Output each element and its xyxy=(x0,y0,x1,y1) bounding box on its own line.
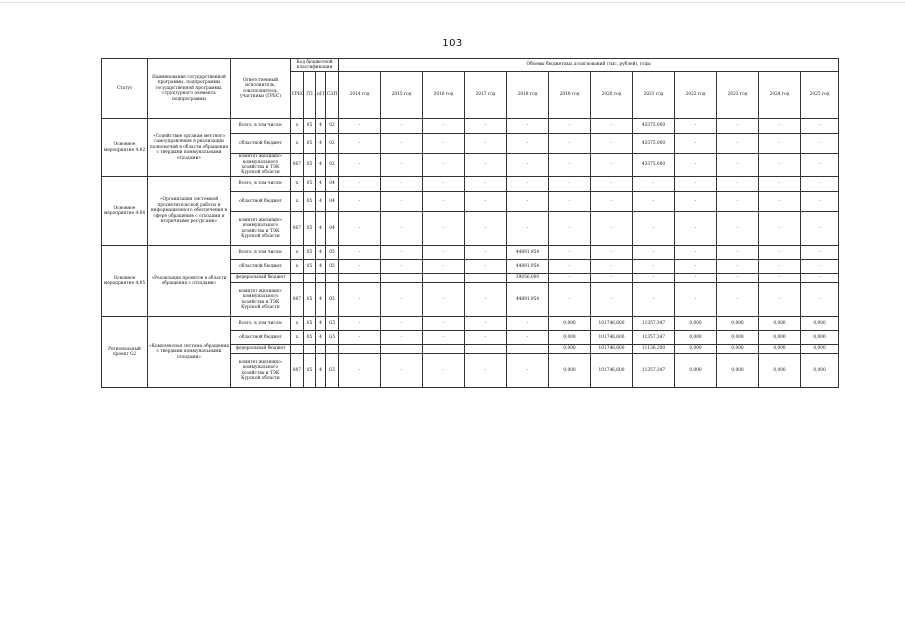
block-name: «Организация системной просветительской работы и информационного обеспечения в сфере обращения с отходами и вторичными ресурсами» xyxy=(148,177,231,246)
row-code-cell: 02 xyxy=(326,119,339,134)
row-code-cell: 05 xyxy=(326,246,339,260)
row-value-cell: 0,000 xyxy=(759,354,801,388)
row-value-cell: 0,000 xyxy=(759,345,801,354)
row-value-cell: 0,000 xyxy=(759,317,801,331)
table-header xyxy=(102,59,839,119)
row-value-cell: - xyxy=(717,192,759,212)
row-value-cell: - xyxy=(759,192,801,212)
row-value-cell: - xyxy=(339,317,381,331)
row-value-cell: - xyxy=(381,192,423,212)
header-code-group: Код бюджетной классификации xyxy=(291,59,339,72)
block-name: «Комплексная система обращения с твердыми коммунальными отходами» xyxy=(148,317,231,388)
row-responsible: комитет жилищно-коммунального хозяйства и ТЭК Курской области xyxy=(231,354,291,388)
row-value-cell: - xyxy=(717,274,759,283)
header-year-col: 2023 год xyxy=(717,72,759,119)
row-value-cell: 101746,600 xyxy=(591,331,633,345)
header-name: Наименование государственной программы, подпрограммы государственной программы, структурного элемента подпрограммы xyxy=(148,59,231,119)
header-year-col: 2025 год xyxy=(801,72,839,119)
row-value-cell: - xyxy=(549,119,591,134)
row-value-cell: - xyxy=(759,274,801,283)
row-value-cell: - xyxy=(423,354,465,388)
row-value-cell: - xyxy=(465,192,507,212)
header-year-col: 2024 год xyxy=(759,72,801,119)
row-value-cell: - xyxy=(507,331,549,345)
row-value-cell: - xyxy=(633,283,675,317)
row-value-cell: - xyxy=(423,260,465,274)
row-value-cell: - xyxy=(591,283,633,317)
row-responsible: комитет жилищно-коммунального хозяйства и ТЭК Курской области xyxy=(231,212,291,246)
header-code-col: ГРБС xyxy=(291,72,304,119)
row-code-cell: 4 xyxy=(316,212,326,246)
row-value-cell: - xyxy=(381,212,423,246)
row-value-cell: - xyxy=(717,177,759,192)
row-code-cell: 4 xyxy=(316,192,326,212)
row-value-cell: - xyxy=(339,119,381,134)
row-value-cell: - xyxy=(381,119,423,134)
row-value-cell: - xyxy=(423,317,465,331)
row-value-cell: - xyxy=(717,119,759,134)
header-year-col: 2014 год xyxy=(339,72,381,119)
row-code-cell: 05 xyxy=(304,246,316,260)
budget-table-container xyxy=(101,58,839,388)
row-value-cell: - xyxy=(339,331,381,345)
block-name: «Реализация проектов в области обращения с отходами» xyxy=(148,246,231,317)
row-value-cell: 0,000 xyxy=(717,317,759,331)
row-value-cell: - xyxy=(549,134,591,154)
row-value-cell: - xyxy=(339,134,381,154)
row-value-cell: - xyxy=(465,246,507,260)
row-value-cell: - xyxy=(423,212,465,246)
row-code-cell xyxy=(326,274,339,283)
row-code-cell: 05 xyxy=(304,260,316,274)
row-value-cell: - xyxy=(339,192,381,212)
row-code-cell xyxy=(326,345,339,354)
row-value-cell: - xyxy=(423,331,465,345)
row-value-cell: - xyxy=(675,154,717,177)
block-status: Основное мероприятие 4.04 xyxy=(102,177,148,246)
row-value-cell xyxy=(339,274,381,283)
row-code-cell: 4 xyxy=(316,119,326,134)
row-value-cell: - xyxy=(717,134,759,154)
row-value-cell: - xyxy=(381,331,423,345)
row-value-cell: - xyxy=(801,119,839,134)
row-value-cell: - xyxy=(549,177,591,192)
row-value-cell: - xyxy=(675,134,717,154)
row-code-cell xyxy=(291,345,304,354)
row-value-cell: - xyxy=(465,212,507,246)
row-value-cell: - xyxy=(759,283,801,317)
row-code-cell: 04 xyxy=(326,177,339,192)
row-code-cell: 05 xyxy=(304,192,316,212)
row-code-cell: 05 xyxy=(326,260,339,274)
row-value-cell: - xyxy=(633,177,675,192)
header-year-col: 2015 год xyxy=(381,72,423,119)
page-number: 103 xyxy=(442,38,463,49)
row-value-cell: - xyxy=(423,134,465,154)
row-value-cell: - xyxy=(591,154,633,177)
row-value-cell: 0,000 xyxy=(549,354,591,388)
row-code-cell: 05 xyxy=(326,283,339,317)
row-responsible: комитет жилищно-коммунального хозяйства и ТЭК Курской области xyxy=(231,154,291,177)
row-value-cell: - xyxy=(549,154,591,177)
row-value-cell: 0,000 xyxy=(801,331,839,345)
row-value-cell: - xyxy=(759,119,801,134)
row-value-cell: 0,000 xyxy=(675,345,717,354)
row-value-cell: 101746,600 xyxy=(591,354,633,388)
row-value-cell: - xyxy=(717,260,759,274)
row-value-cell: - xyxy=(801,192,839,212)
table-row xyxy=(102,317,839,331)
row-value-cell: - xyxy=(801,212,839,246)
row-code-cell xyxy=(316,274,326,283)
row-value-cell: - xyxy=(465,154,507,177)
row-responsible: федеральный бюджет xyxy=(231,345,291,354)
table-row xyxy=(102,119,839,134)
row-code-cell: х xyxy=(291,134,304,154)
row-value-cell: - xyxy=(801,134,839,154)
row-value-cell: - xyxy=(507,212,549,246)
row-responsible: Всего, в том числе: xyxy=(231,177,291,192)
row-value-cell: - xyxy=(675,260,717,274)
row-code-cell xyxy=(304,345,316,354)
block-name: «Содействие органам местного самоуправления в реализации полномочий в области обращения с твердыми коммунальными отходами» xyxy=(148,119,231,177)
row-code-cell: х xyxy=(291,317,304,331)
row-code-cell: 807 xyxy=(291,212,304,246)
header-year-col: 2018 год xyxy=(507,72,549,119)
row-value-cell: - xyxy=(507,177,549,192)
row-code-cell: 807 xyxy=(291,283,304,317)
row-responsible: областной бюджет xyxy=(231,260,291,274)
row-value-cell: 101746,600 xyxy=(591,317,633,331)
block-status: Региональный проект G2 xyxy=(102,317,148,388)
row-code-cell: 05 xyxy=(304,134,316,154)
row-code-cell: 4 xyxy=(316,283,326,317)
row-value-cell: - xyxy=(465,354,507,388)
row-responsible: областной бюджет xyxy=(231,134,291,154)
row-value-cell: 0,000 xyxy=(801,345,839,354)
row-value-cell: - xyxy=(381,246,423,260)
row-value-cell: - xyxy=(507,354,549,388)
row-value-cell: - xyxy=(591,119,633,134)
budget-allocation-table xyxy=(101,58,839,388)
row-code-cell xyxy=(291,274,304,283)
row-code-cell: 02 xyxy=(326,134,339,154)
row-value-cell: 0,000 xyxy=(549,317,591,331)
row-value-cell: - xyxy=(759,134,801,154)
header-code-col: пГП xyxy=(316,72,326,119)
header-status: Статус xyxy=(102,59,148,119)
row-code-cell: 02 xyxy=(326,154,339,177)
row-value-cell: 0,000 xyxy=(549,331,591,345)
row-value-cell: 11136,200 xyxy=(633,345,675,354)
row-value-cell: - xyxy=(801,274,839,283)
block-status: Основное мероприятие 4.02 xyxy=(102,119,148,177)
row-value-cell: - xyxy=(591,246,633,260)
row-value-cell: - xyxy=(465,331,507,345)
row-value-cell: - xyxy=(759,212,801,246)
row-value-cell: - xyxy=(465,134,507,154)
row-value-cell: - xyxy=(549,246,591,260)
row-code-cell: 05 xyxy=(304,354,316,388)
row-value-cell: - xyxy=(759,154,801,177)
row-value-cell: - xyxy=(549,192,591,212)
row-value-cell: - xyxy=(675,283,717,317)
row-responsible: Всего, в том числе: xyxy=(231,246,291,260)
row-code-cell: 05 xyxy=(304,317,316,331)
row-responsible: Всего, в том числе: xyxy=(231,317,291,331)
row-code-cell: G5 xyxy=(326,317,339,331)
row-value-cell: - xyxy=(423,177,465,192)
row-value-cell: - xyxy=(381,134,423,154)
row-value-cell: 0,000 xyxy=(801,317,839,331)
row-value-cell xyxy=(507,345,549,354)
row-value-cell: 44891,954 xyxy=(507,246,549,260)
row-value-cell: - xyxy=(759,260,801,274)
row-value-cell: - xyxy=(759,177,801,192)
table-row xyxy=(102,177,839,192)
row-value-cell: 0,000 xyxy=(801,354,839,388)
header-year-col: 2019 год xyxy=(549,72,591,119)
row-value-cell: 11357,347 xyxy=(633,331,675,345)
row-value-cell: - xyxy=(675,177,717,192)
row-value-cell: 0,000 xyxy=(549,345,591,354)
header-volume-group: Объемы бюджетных ассигнований (тыс. рублей), годы xyxy=(339,59,839,72)
header-code-col: ГП xyxy=(304,72,316,119)
row-value-cell: - xyxy=(381,154,423,177)
row-code-cell: 05 xyxy=(304,177,316,192)
row-value-cell: - xyxy=(801,246,839,260)
header-responsible: Ответственный исполнитель, соисполнитель, участники (ГРБС) xyxy=(231,59,291,119)
row-value-cell: - xyxy=(339,246,381,260)
header-year-col: 2020 год xyxy=(591,72,633,119)
table-row xyxy=(102,246,839,260)
row-value-cell: - xyxy=(633,212,675,246)
row-value-cell: - xyxy=(423,154,465,177)
row-code-cell: 4 xyxy=(316,177,326,192)
row-value-cell: - xyxy=(423,283,465,317)
row-value-cell: 101746,600 xyxy=(591,345,633,354)
row-value-cell: - xyxy=(675,212,717,246)
row-value-cell: 0,000 xyxy=(717,331,759,345)
row-code-cell: 4 xyxy=(316,246,326,260)
row-code-cell: G5 xyxy=(326,331,339,345)
row-code-cell: 05 xyxy=(304,212,316,246)
row-value-cell: 43375,000 xyxy=(633,154,675,177)
row-code-cell: 807 xyxy=(291,154,304,177)
row-value-cell: - xyxy=(381,177,423,192)
row-value-cell: - xyxy=(381,283,423,317)
header-year-col: 2017 год xyxy=(465,72,507,119)
row-value-cell xyxy=(381,274,423,283)
block-status: Основное мероприятие 4.05 xyxy=(102,246,148,317)
row-code-cell: 05 xyxy=(304,154,316,177)
row-value-cell: - xyxy=(507,317,549,331)
row-code-cell xyxy=(316,345,326,354)
row-code-cell: х xyxy=(291,246,304,260)
row-value-cell xyxy=(465,274,507,283)
row-value-cell: - xyxy=(381,317,423,331)
header-year-col: 2016 год xyxy=(423,72,465,119)
row-code-cell: G5 xyxy=(326,354,339,388)
row-value-cell: 0,000 xyxy=(675,317,717,331)
row-code-cell: 4 xyxy=(316,134,326,154)
header-year-col: 2021 год xyxy=(633,72,675,119)
row-responsible: областной бюджет xyxy=(231,331,291,345)
row-code-cell: 05 xyxy=(304,331,316,345)
row-code-cell: 4 xyxy=(316,331,326,345)
row-value-cell: 11357,347 xyxy=(633,354,675,388)
row-value-cell: - xyxy=(507,154,549,177)
table-body xyxy=(102,119,839,388)
row-value-cell: 43375,000 xyxy=(633,134,675,154)
row-code-cell: 04 xyxy=(326,192,339,212)
row-value-cell: 0,000 xyxy=(717,345,759,354)
row-value-cell: - xyxy=(465,317,507,331)
row-code-cell: 4 xyxy=(316,154,326,177)
row-value-cell: - xyxy=(675,192,717,212)
row-value-cell xyxy=(423,274,465,283)
row-value-cell xyxy=(339,345,381,354)
row-code-cell: х xyxy=(291,192,304,212)
row-responsible: комитет жилищно-коммунального хозяйства и ТЭК Курской области xyxy=(231,283,291,317)
row-code-cell: 4 xyxy=(316,260,326,274)
row-value-cell: - xyxy=(675,274,717,283)
row-value-cell: - xyxy=(801,283,839,317)
row-value-cell: - xyxy=(675,246,717,260)
row-value-cell: - xyxy=(549,283,591,317)
row-value-cell: - xyxy=(801,154,839,177)
row-code-cell: 05 xyxy=(304,119,316,134)
row-value-cell: - xyxy=(339,154,381,177)
row-value-cell: - xyxy=(507,134,549,154)
row-code-cell: 4 xyxy=(316,354,326,388)
row-value-cell xyxy=(381,345,423,354)
row-value-cell: - xyxy=(591,177,633,192)
row-value-cell: - xyxy=(381,260,423,274)
row-value-cell: 44891,954 xyxy=(507,283,549,317)
row-value-cell: - xyxy=(465,260,507,274)
row-value-cell: - xyxy=(633,260,675,274)
row-value-cell: - xyxy=(549,274,591,283)
header-year-col: 2022 год xyxy=(675,72,717,119)
row-code-cell: х xyxy=(291,119,304,134)
row-value-cell: - xyxy=(423,192,465,212)
row-value-cell: - xyxy=(465,283,507,317)
row-value-cell: - xyxy=(549,212,591,246)
row-value-cell: - xyxy=(675,119,717,134)
row-value-cell: - xyxy=(507,192,549,212)
row-value-cell: - xyxy=(633,274,675,283)
row-value-cell: - xyxy=(717,283,759,317)
row-code-cell: х xyxy=(291,177,304,192)
row-value-cell: - xyxy=(633,192,675,212)
row-value-cell: - xyxy=(591,212,633,246)
row-code-cell: 4 xyxy=(316,317,326,331)
row-value-cell: 11357,347 xyxy=(633,317,675,331)
row-value-cell: - xyxy=(339,260,381,274)
header-code-col: СЭП xyxy=(326,72,339,119)
row-value-cell: - xyxy=(801,260,839,274)
row-responsible: Всего, в том числе: xyxy=(231,119,291,134)
row-value-cell xyxy=(465,345,507,354)
row-value-cell: - xyxy=(759,246,801,260)
row-value-cell: - xyxy=(423,119,465,134)
row-value-cell: 44891,954 xyxy=(507,260,549,274)
row-value-cell: - xyxy=(717,154,759,177)
row-code-cell: 04 xyxy=(326,212,339,246)
row-value-cell: - xyxy=(591,134,633,154)
row-value-cell: - xyxy=(591,260,633,274)
row-value-cell: - xyxy=(717,246,759,260)
row-value-cell: - xyxy=(381,354,423,388)
row-value-cell: - xyxy=(591,274,633,283)
row-value-cell: - xyxy=(339,354,381,388)
row-value-cell: 0,000 xyxy=(675,354,717,388)
row-value-cell: 39056,000 xyxy=(507,274,549,283)
row-code-cell: х xyxy=(291,331,304,345)
row-value-cell: - xyxy=(423,246,465,260)
row-value-cell: - xyxy=(339,283,381,317)
row-value-cell xyxy=(423,345,465,354)
row-value-cell: - xyxy=(339,212,381,246)
row-code-cell: 807 xyxy=(291,354,304,388)
row-value-cell: 0,000 xyxy=(675,331,717,345)
row-responsible: федеральный бюджет xyxy=(231,274,291,283)
row-value-cell: - xyxy=(801,177,839,192)
scan-top-border xyxy=(0,2,905,3)
row-value-cell: - xyxy=(507,119,549,134)
row-value-cell: 0,000 xyxy=(759,331,801,345)
row-code-cell: х xyxy=(291,260,304,274)
row-value-cell: - xyxy=(465,119,507,134)
row-code-cell xyxy=(304,274,316,283)
row-value-cell: - xyxy=(633,246,675,260)
row-value-cell: - xyxy=(339,177,381,192)
row-value-cell: - xyxy=(549,260,591,274)
row-value-cell: 43375,000 xyxy=(633,119,675,134)
row-value-cell: - xyxy=(717,212,759,246)
row-value-cell: - xyxy=(465,177,507,192)
row-value-cell: 0,000 xyxy=(717,354,759,388)
row-code-cell: 05 xyxy=(304,283,316,317)
row-value-cell: - xyxy=(591,192,633,212)
row-responsible: областной бюджет xyxy=(231,192,291,212)
